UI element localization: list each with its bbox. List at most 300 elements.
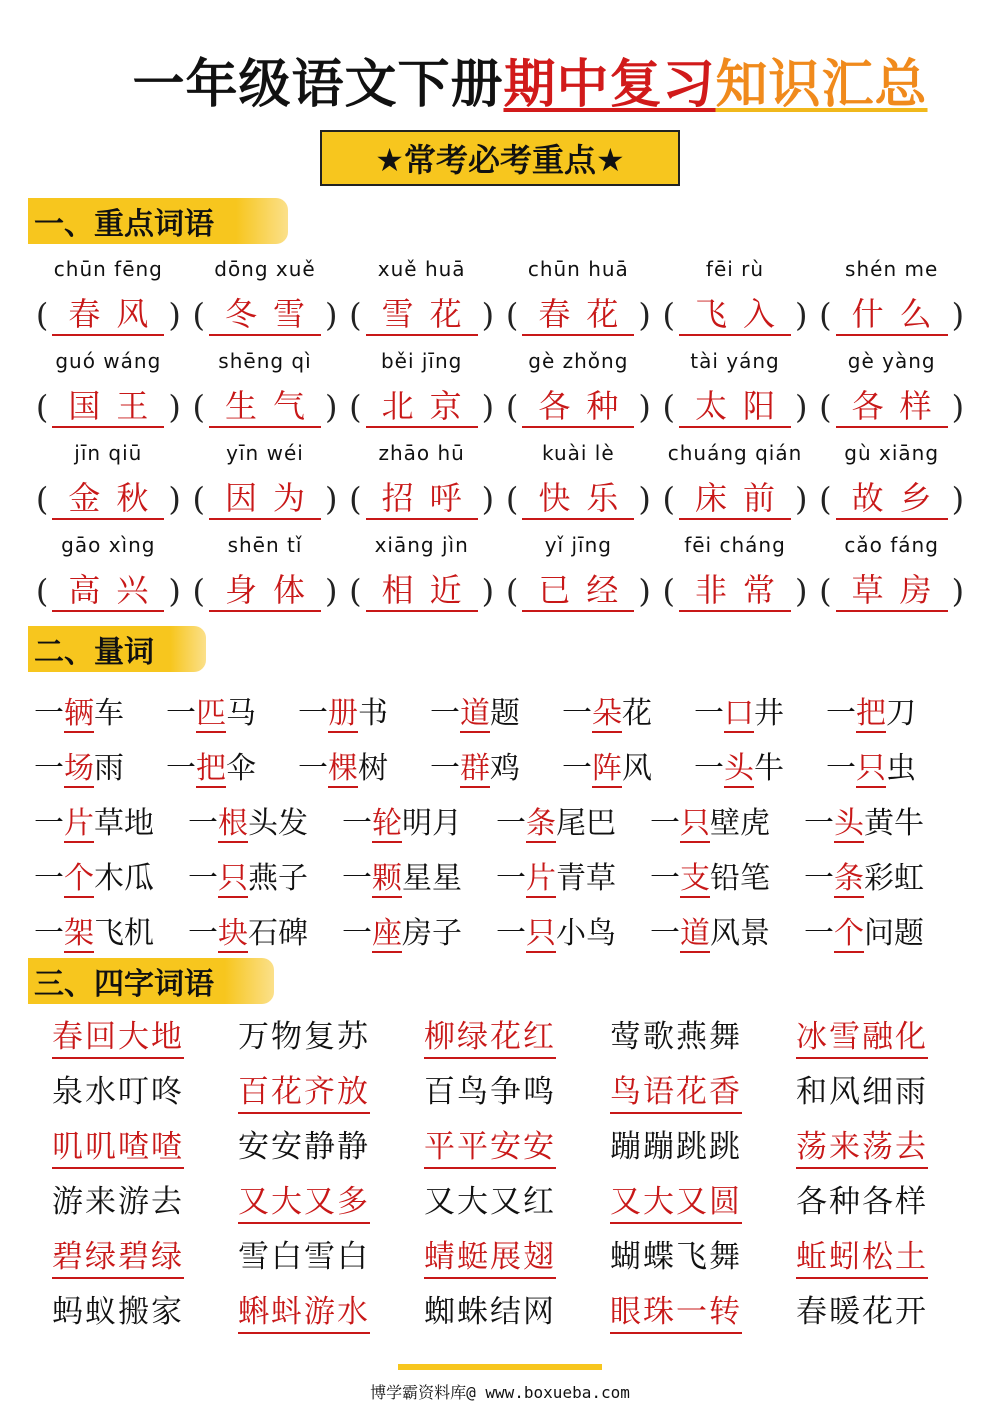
four-char-word-text: 眼珠一转 (610, 1294, 742, 1334)
word-item (657, 342, 814, 434)
measure-noun: 木瓜 (94, 860, 154, 896)
four-char-word-text: 春回大地 (52, 1019, 184, 1059)
open-paren: ( (819, 480, 832, 518)
word-hanzi: 相近 (366, 570, 478, 612)
measure-prefix: 一 (496, 915, 526, 951)
measure-word: 阵 (592, 750, 622, 786)
close-paren: ) (638, 296, 651, 334)
measure-word: 只 (856, 750, 886, 786)
word-pinyin: gāo xìng (61, 533, 156, 557)
measure-noun: 石碑 (248, 915, 308, 951)
four-char-word (238, 1177, 424, 1232)
measure-word: 场 (64, 750, 94, 786)
close-paren: ) (638, 572, 651, 610)
measure-noun: 铅笔 (710, 860, 770, 896)
measure-prefix: 一 (562, 695, 592, 731)
four-char-word (424, 1287, 610, 1342)
four-char-word (424, 1232, 610, 1287)
measure-word: 道 (680, 915, 710, 951)
word-answer-line (813, 288, 970, 342)
measure-noun: 树 (358, 750, 388, 786)
four-char-word (796, 1287, 982, 1342)
measure-item (298, 743, 430, 787)
measure-prefix: 一 (342, 915, 372, 951)
word-hanzi: 生气 (209, 386, 321, 428)
word-pinyin: shēng qì (218, 349, 312, 373)
close-paren: ) (638, 388, 651, 426)
word-item (343, 434, 500, 526)
section-heading-four-char-words: 三、四字词语 (28, 958, 274, 1004)
four-char-word-text: 游来游去 (52, 1184, 184, 1220)
measure-noun: 星星 (402, 860, 462, 896)
measure-word: 条 (834, 860, 864, 896)
measure-item (826, 688, 958, 732)
word-hanzi: 金秋 (52, 478, 164, 520)
measure-word: 片 (64, 805, 94, 841)
footer-credit: 博学霸资料库@ www.boxueba.com (370, 1383, 630, 1402)
four-char-word (796, 1177, 982, 1232)
close-paren: ) (951, 480, 965, 518)
word-answer-line (30, 564, 187, 618)
measure-item (804, 798, 958, 842)
measure-item (694, 743, 826, 787)
four-char-word-text: 又大又多 (238, 1184, 370, 1224)
measure-noun: 燕子 (248, 860, 308, 896)
measure-prefix: 一 (650, 860, 680, 896)
four-char-word-text: 蝴蝶飞舞 (610, 1239, 742, 1275)
measure-prefix: 一 (342, 860, 372, 896)
word-hanzi: 招呼 (366, 478, 478, 520)
open-paren: ( (505, 480, 519, 518)
word-pinyin: guó wáng (55, 349, 162, 373)
open-paren: ( (819, 572, 832, 610)
measure-item (166, 688, 298, 732)
word-answer-line (657, 380, 814, 434)
measure-noun: 风景 (710, 915, 770, 951)
word-answer-line (813, 380, 970, 434)
measure-item (342, 853, 496, 897)
word-pinyin: yǐ jīng (544, 533, 612, 557)
four-char-word-text: 蝌蚪游水 (238, 1294, 370, 1334)
page-title (0, 42, 1000, 117)
measure-word: 支 (680, 860, 710, 896)
word-answer-line (813, 564, 970, 618)
four-char-word (796, 1122, 982, 1177)
measure-prefix: 一 (34, 915, 64, 951)
four-char-word (238, 1067, 424, 1122)
word-item (500, 434, 657, 526)
word-hanzi: 非常 (679, 570, 791, 612)
four-char-word-text: 蜻蜓展翅 (424, 1239, 556, 1279)
four-char-word (52, 1067, 238, 1122)
close-paren: ) (325, 572, 338, 610)
word-answer-line (187, 472, 344, 526)
four-char-word-text: 万物复苏 (238, 1019, 370, 1055)
measure-noun: 明月 (402, 805, 462, 841)
four-char-word-text: 泉水叮咚 (52, 1074, 184, 1110)
word-hanzi: 春花 (522, 294, 634, 336)
measure-item (188, 853, 342, 897)
measure-item (562, 743, 694, 787)
close-paren: ) (795, 296, 808, 334)
measure-noun: 壁虎 (710, 805, 770, 841)
measure-word: 条 (526, 805, 556, 841)
measure-item (342, 908, 496, 952)
measure-item (650, 853, 804, 897)
word-answer-line (813, 472, 970, 526)
word-pinyin: cǎo fáng (844, 533, 939, 557)
measure-prefix: 一 (430, 750, 460, 786)
measure-word: 册 (328, 695, 358, 731)
word-item (30, 250, 187, 342)
measure-prefix: 一 (496, 860, 526, 896)
word-pinyin: shén me (845, 257, 939, 281)
four-char-word-text: 雪白雪白 (238, 1239, 370, 1275)
measure-prefix: 一 (804, 805, 834, 841)
measure-prefix: 一 (34, 860, 64, 896)
four-char-word-text: 蚂蚁搬家 (52, 1294, 184, 1330)
word-answer-line (343, 288, 500, 342)
word-pinyin: gè yàng (847, 349, 936, 373)
measure-item (496, 798, 650, 842)
word-pinyin: kuài lè (541, 441, 615, 465)
close-paren: ) (168, 296, 181, 334)
word-pinyin: chūn huā (527, 257, 629, 281)
word-hanzi: 什么 (836, 294, 948, 336)
measure-noun: 题 (490, 695, 520, 731)
measure-item (34, 743, 166, 787)
four-char-word-text: 安安静静 (238, 1129, 370, 1165)
word-hanzi: 快乐 (522, 478, 634, 520)
open-paren: ( (819, 388, 832, 426)
word-answer-line (343, 380, 500, 434)
measure-word: 辆 (64, 695, 94, 731)
word-item (343, 342, 500, 434)
key-words-grid (30, 250, 970, 618)
measure-word: 颗 (372, 860, 402, 896)
measure-prefix: 一 (804, 860, 834, 896)
measure-item (430, 743, 562, 787)
measure-word: 头 (724, 750, 754, 786)
measure-prefix: 一 (188, 915, 218, 951)
measure-item (826, 743, 958, 787)
open-paren: ( (349, 388, 362, 426)
measure-noun: 鸡 (490, 750, 520, 786)
open-paren: ( (35, 388, 49, 426)
word-item (657, 434, 814, 526)
measure-word: 匹 (196, 695, 226, 731)
word-answer-line (30, 288, 187, 342)
word-item (343, 250, 500, 342)
measure-item (342, 798, 496, 842)
open-paren: ( (349, 480, 362, 518)
measure-item (562, 688, 694, 732)
measure-item (188, 908, 342, 952)
measure-word: 根 (218, 805, 248, 841)
four-char-word (796, 1067, 982, 1122)
word-pinyin: běi jīng (380, 349, 463, 373)
word-hanzi: 雪花 (366, 294, 478, 336)
word-item (657, 250, 814, 342)
open-paren: ( (35, 296, 49, 334)
word-answer-line (500, 564, 657, 618)
word-hanzi: 因为 (209, 478, 321, 520)
measure-prefix: 一 (694, 695, 724, 731)
open-paren: ( (192, 572, 205, 610)
measure-item (650, 908, 804, 952)
measure-prefix: 一 (826, 750, 856, 786)
close-paren: ) (168, 480, 181, 518)
measure-noun: 车 (94, 695, 124, 731)
measure-prefix: 一 (804, 915, 834, 951)
word-item (500, 250, 657, 342)
measure-prefix: 一 (562, 750, 592, 786)
open-paren: ( (505, 296, 519, 334)
measure-item (496, 853, 650, 897)
four-char-word-text: 又大又红 (424, 1184, 556, 1220)
word-pinyin: tài yáng (690, 349, 780, 373)
measure-word: 道 (460, 695, 490, 731)
measure-noun: 头发 (248, 805, 308, 841)
measure-word: 棵 (328, 750, 358, 786)
four-char-word-text: 平平安安 (424, 1129, 556, 1169)
measure-word: 座 (372, 915, 402, 951)
word-hanzi: 各样 (836, 386, 948, 428)
four-char-word-text: 叽叽喳喳 (52, 1129, 184, 1169)
open-paren: ( (192, 480, 205, 518)
word-hanzi: 已经 (522, 570, 634, 612)
measure-prefix: 一 (650, 805, 680, 841)
word-pinyin: xiāng jìn (374, 533, 469, 557)
measure-prefix: 一 (298, 750, 328, 786)
close-paren: ) (951, 296, 965, 334)
word-answer-line (500, 288, 657, 342)
measure-prefix: 一 (188, 805, 218, 841)
close-paren: ) (638, 480, 651, 518)
word-pinyin: dōng xuě (214, 257, 316, 281)
measure-item (694, 688, 826, 732)
word-answer-line (30, 380, 187, 434)
measure-prefix: 一 (34, 805, 64, 841)
four-char-word-text: 柳绿花红 (424, 1019, 556, 1059)
four-char-word-text: 碧绿碧绿 (52, 1239, 184, 1279)
four-char-word (52, 1287, 238, 1342)
measure-row (34, 847, 974, 902)
word-pinyin: gù xiāng (844, 441, 940, 465)
measure-noun: 花 (622, 695, 652, 731)
measure-noun: 刀 (886, 695, 916, 731)
four-char-word (610, 1232, 796, 1287)
word-pinyin: fēi cháng (684, 533, 786, 557)
word-item (813, 434, 970, 526)
measure-item (34, 798, 188, 842)
measure-noun: 书 (358, 695, 388, 731)
measure-noun: 草地 (94, 805, 154, 841)
measure-row (34, 682, 974, 737)
word-item (187, 526, 344, 618)
measure-word: 个 (834, 915, 864, 951)
close-paren: ) (795, 480, 808, 518)
open-paren: ( (819, 296, 832, 334)
measure-noun: 问题 (864, 915, 924, 951)
word-hanzi: 故乡 (836, 478, 948, 520)
word-item (813, 526, 970, 618)
title-part-3: 知识汇总 (715, 55, 928, 115)
measure-word: 口 (724, 695, 754, 731)
four-char-word (238, 1232, 424, 1287)
close-paren: ) (481, 572, 495, 610)
four-char-word (424, 1067, 610, 1122)
word-hanzi: 身体 (209, 570, 321, 612)
footer-divider (398, 1364, 602, 1370)
measure-prefix: 一 (650, 915, 680, 951)
measure-word: 只 (680, 805, 710, 841)
four-char-word (52, 1232, 238, 1287)
title-part-2: 期中复习 (503, 55, 716, 115)
open-paren: ( (505, 572, 519, 610)
four-char-word-text: 春暖花开 (796, 1294, 928, 1330)
word-item (187, 250, 344, 342)
word-hanzi: 高兴 (52, 570, 164, 612)
word-item (30, 342, 187, 434)
measure-word: 片 (526, 860, 556, 896)
measure-noun: 飞机 (94, 915, 154, 951)
word-item (30, 526, 187, 618)
four-char-word-text: 各种各样 (796, 1184, 928, 1220)
four-char-word-text: 荡来荡去 (796, 1129, 928, 1169)
word-item (500, 342, 657, 434)
measure-item (804, 853, 958, 897)
measure-item (34, 688, 166, 732)
open-paren: ( (662, 480, 675, 518)
measure-noun: 彩虹 (864, 860, 924, 896)
close-paren: ) (481, 480, 495, 518)
measure-noun: 风 (622, 750, 652, 786)
four-char-word (238, 1287, 424, 1342)
word-pinyin: chūn fēng (53, 257, 163, 281)
four-char-word-text: 蜘蛛结网 (424, 1294, 556, 1330)
four-char-word (796, 1012, 982, 1067)
four-char-word (52, 1122, 238, 1177)
word-pinyin: jīn qiū (74, 441, 143, 465)
measure-item (34, 908, 188, 952)
measure-word: 只 (526, 915, 556, 951)
word-answer-line (187, 380, 344, 434)
measure-noun: 雨 (94, 750, 124, 786)
four-char-word (610, 1287, 796, 1342)
word-answer-line (500, 380, 657, 434)
close-paren: ) (795, 388, 808, 426)
measure-word: 只 (218, 860, 248, 896)
word-item (30, 434, 187, 526)
measure-word: 个 (64, 860, 94, 896)
four-char-word-text: 鸟语花香 (610, 1074, 742, 1114)
measure-noun: 小鸟 (556, 915, 616, 951)
measure-noun: 黄牛 (864, 805, 924, 841)
measure-word: 群 (460, 750, 490, 786)
four-char-word (610, 1122, 796, 1177)
measure-row (34, 902, 974, 957)
close-paren: ) (795, 572, 808, 610)
close-paren: ) (325, 388, 338, 426)
measure-noun: 尾巴 (556, 805, 616, 841)
word-answer-line (343, 472, 500, 526)
measure-prefix: 一 (34, 695, 64, 731)
measure-word: 把 (196, 750, 226, 786)
word-hanzi: 草房 (836, 570, 948, 612)
word-hanzi: 各种 (522, 386, 634, 428)
four-char-word-text: 蚯蚓松土 (796, 1239, 928, 1279)
open-paren: ( (192, 388, 205, 426)
measure-prefix: 一 (298, 695, 328, 731)
key-points-banner: ★常考必考重点★ (320, 130, 680, 186)
word-pinyin: chuáng qián (667, 441, 803, 465)
four-char-word-text: 和风细雨 (796, 1074, 928, 1110)
four-char-word (424, 1122, 610, 1177)
word-answer-line (657, 472, 814, 526)
measure-item (166, 743, 298, 787)
measure-word: 轮 (372, 805, 402, 841)
four-char-word (424, 1177, 610, 1232)
measure-item (496, 908, 650, 952)
word-answer-line (30, 472, 187, 526)
measure-word: 朵 (592, 695, 622, 731)
four-char-word (610, 1067, 796, 1122)
word-item (500, 526, 657, 618)
open-paren: ( (35, 480, 49, 518)
word-hanzi: 太阳 (679, 386, 791, 428)
word-answer-line (187, 564, 344, 618)
open-paren: ( (192, 296, 205, 334)
open-paren: ( (662, 388, 675, 426)
word-hanzi: 床前 (679, 478, 791, 520)
measure-noun: 青草 (556, 860, 616, 896)
word-item (187, 342, 344, 434)
measure-prefix: 一 (166, 695, 196, 731)
measure-item (650, 798, 804, 842)
measure-row (34, 792, 974, 847)
measure-noun: 牛 (754, 750, 784, 786)
word-pinyin: shēn tǐ (227, 533, 303, 557)
word-pinyin: zhāo hū (378, 441, 465, 465)
measure-word: 把 (856, 695, 886, 731)
four-char-word (52, 1177, 238, 1232)
measure-word: 架 (64, 915, 94, 951)
measure-prefix: 一 (496, 805, 526, 841)
word-hanzi: 国王 (52, 386, 164, 428)
measure-noun: 井 (754, 695, 784, 731)
word-item (343, 526, 500, 618)
word-pinyin: gè zhǒng (528, 349, 629, 373)
four-char-word (52, 1012, 238, 1067)
open-paren: ( (662, 296, 675, 334)
measure-prefix: 一 (694, 750, 724, 786)
word-answer-line (343, 564, 500, 618)
close-paren: ) (325, 296, 338, 334)
four-char-word (610, 1177, 796, 1232)
measure-item (298, 688, 430, 732)
close-paren: ) (168, 572, 181, 610)
close-paren: ) (481, 388, 495, 426)
four-char-word (238, 1012, 424, 1067)
measure-item (188, 798, 342, 842)
open-paren: ( (349, 296, 362, 334)
word-hanzi: 北京 (366, 386, 478, 428)
word-hanzi: 飞入 (679, 294, 791, 336)
four-char-words-grid (52, 1012, 972, 1342)
close-paren: ) (325, 480, 338, 518)
word-pinyin: fēi rù (705, 257, 765, 281)
